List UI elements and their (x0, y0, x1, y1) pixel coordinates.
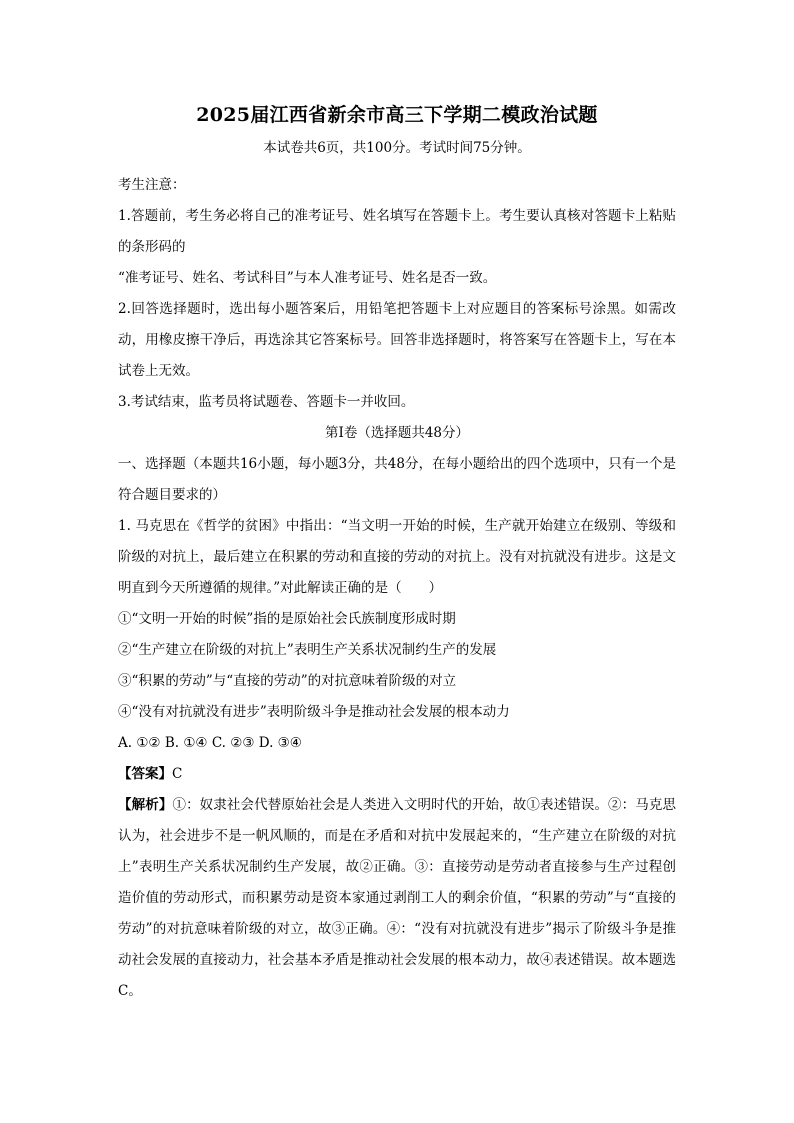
question-1-analysis (118, 790, 676, 1007)
notice-item-3: 3.考试结束，监考员将试题卷、答题卡一并收回。 (118, 394, 415, 410)
exam-title: 2025届江西省新余市高三下学期二模政治试题 (196, 104, 598, 126)
question-1-statement-1: ①“文明一开始的时候”指的是原始社会氏族制度形成时期 (118, 611, 456, 627)
answer-value: C (172, 766, 183, 782)
notice-item-1-cont: “准考证号、姓名、考试科目”与本人准考证号、姓名是否一致。 (118, 270, 497, 286)
notice-item-2: 2.回答选择题时，选出每小题答案后，用铅笔把答题卡上对应题目的答案标号涂黑。如需改动，用橡皮擦干净后，再选涂其它答案标号。回答非选择题时，将答案写在答题卡上，写在本试卷上无效。 (118, 301, 676, 379)
section-title: 第Ⅰ卷（选择题共48分） (324, 425, 469, 441)
section-instruction: 一、选择题（本题共16小题，每小题3分，共48分，在每小题给出的四个选项中，只有一个是符合题目要求的） (118, 456, 676, 503)
analysis-text: ①：奴隶社会代替原始社会是人类进入文明时代的开始，故①表述错误。②：马克思认为，社会进步不是一帆风顺的，而是在矛盾和对抗中发展起来的，“生产建立在阶级的对抗上”表明生产关系状况制约生产发展，故②正确。③：直接劳动是劳动者直接参与生产过程创造价值的劳动形式，而积累劳动是资本家通过剥削工人的剩余价值，“积累的劳动”与“直接的劳动”的对抗意味着阶级的对立，故③正确。④：“没有对抗就没有进步”揭示了阶级斗争是推动社会发展的直接动力，社会基本矛盾是推动社会发展的根本动力，故④表述错误。故本题选C。 (118, 797, 677, 999)
question-1-options: A. ①② B. ①④ C. ②③ D. ③④ (118, 735, 302, 751)
notice-item-1: 1.答题前，考生务必将自己的准考证号、姓名填写在答题卡上。考生要认真核对答题卡上粘贴的条形码的 (118, 208, 676, 255)
question-1-statement-4: ④“没有对抗就没有进步”表明阶级斗争是推动社会发展的根本动力 (118, 704, 510, 720)
question-1-answer (118, 759, 676, 790)
answer-label: 【答案】 (118, 766, 172, 782)
question-1-statement-2: ②“生产建立在阶级的对抗上”表明生产关系状况制约生产的发展 (118, 642, 497, 658)
analysis-label: 【解析】 (118, 797, 173, 813)
notice-heading: 考生注意： (118, 177, 186, 193)
exam-subtitle: 本试卷共6页，共100分。考试时间75分钟。 (263, 140, 531, 156)
question-1-stem: 1. 马克思在《哲学的贫困》中指出：“当文明一开始的时候，生产就开始建立在级别、等级和阶级的对抗上，最后建立在积累的劳动和直接的劳动的对抗上。没有对抗就没有进步。这是文明直到今天所遵循的规律。”对此解读正确的是（ ） (118, 518, 676, 596)
question-1-statement-3: ③“积累的劳动”与“直接的劳动”的对抗意味着阶级的对立 (118, 673, 457, 689)
